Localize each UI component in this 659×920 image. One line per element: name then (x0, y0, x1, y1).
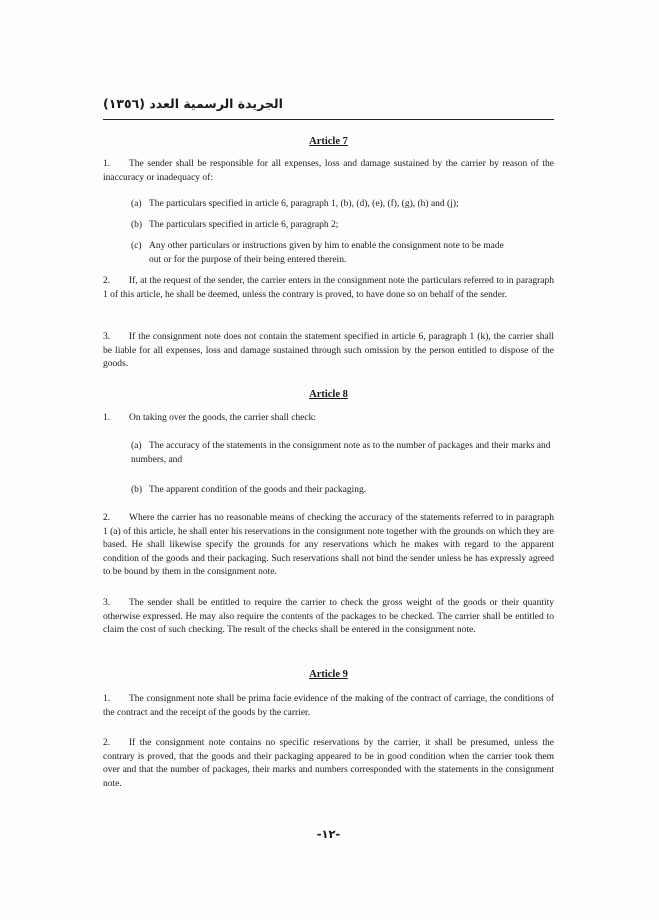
article-7-item-a (131, 198, 554, 212)
article-8-paragraph-3 (103, 597, 554, 638)
paragraph-number: 1. (103, 413, 111, 423)
item-label: (b) (131, 220, 143, 230)
article-7-heading: Article 7 (309, 136, 348, 147)
paragraph-text: The consignment note shall be prima facie evidence of the making of the contract of carriage, the conditions of the contract and the receipt of the goods by the carrier. (103, 694, 554, 718)
article-8-heading: Article 8 (309, 389, 348, 400)
article-7-paragraph-1 (103, 158, 554, 185)
paragraph-text: Where the carrier has no reasonable means of checking the accuracy of the statements referred to in paragraph 1 (a) of this article, he shall enter his reservations in the consignment note together with the grounds on which they are based. He shall likewise specify the grounds for any reservations which he makes with regard to the apparent condition of the goods and their packaging. Such reservations shall not bind the sender unless he has expressly agreed to be bound by them in the consignment note. (103, 513, 554, 578)
article-8-paragraph-1 (103, 412, 554, 426)
article-7-paragraph-2 (103, 275, 554, 302)
paragraph-text: The sender shall be entitled to require the carrier to check the gross weight of the goods or their quantity otherwise expressed. He may also require the contents of the packages to be checked. The carrier shall be entitled to claim the cost of such checking. The result of the checks shall be entered in the consignment note. (103, 598, 554, 636)
item-text: The apparent condition of the goods and their packaging. (149, 485, 367, 495)
item-text: Any other particulars or instructions given by him to enable the consignment note to be made (149, 241, 504, 251)
item-label: (a) (131, 441, 142, 451)
paragraph-text: If the consignment note contains no specific reservations by the carrier, it shall be presumed, unless the contrary is proved, that the goods and their packaging appeared to be in good condition when the carrier took them over and that the number of packages, their marks and numbers corresponded with the statements in the consignment note. (103, 738, 554, 789)
paragraph-number: 2. (103, 513, 111, 523)
article-8-item-b (131, 484, 554, 498)
article-8-paragraph-2 (103, 512, 554, 580)
item-continuation: out or for the purpose of their being entered therein. (149, 254, 347, 265)
item-text: The particulars specified in article 6, paragraph 1, (b), (d), (e), (f), (g), (h) and (j); (149, 199, 459, 209)
gazette-header-title: الجريدة الرسمية العدد (١٣٥٦) (103, 96, 283, 111)
paragraph-number: 2. (103, 738, 111, 748)
paragraph-number: 2. (103, 276, 111, 286)
item-label: (a) (131, 199, 142, 209)
item-text: The particulars specified in article 6, paragraph 2; (149, 220, 339, 230)
article-7-paragraph-3 (103, 331, 554, 372)
article-8-item-a (131, 440, 554, 467)
article-7-item-c (131, 240, 554, 267)
paragraph-number: 1. (103, 694, 111, 704)
item-text: The accuracy of the statements in the consignment note as to the number of packages and their marks and numbers, and (131, 441, 551, 465)
paragraph-text: The sender shall be responsible for all expenses, loss and damage sustained by the carrier by reason of the inaccuracy or inadequacy of: (103, 159, 554, 183)
paragraph-number: 3. (103, 332, 111, 342)
article-9-paragraph-2 (103, 737, 554, 791)
item-label: (b) (131, 485, 143, 495)
article-9-paragraph-1 (103, 693, 554, 720)
article-7-item-b (131, 219, 554, 233)
paragraph-text: If, at the request of the sender, the carrier enters in the consignment note the particulars referred to in paragraph 1 of this article, he shall be deemed, unless the contrary is proved, to have done so on behalf of the sender. (103, 276, 554, 300)
page-number: -١٢- (316, 827, 341, 841)
header-divider (103, 119, 554, 120)
paragraph-number: 3. (103, 598, 111, 608)
paragraph-text: On taking over the goods, the carrier shall check: (129, 413, 317, 423)
paragraph-text: If the consignment note does not contain the statement specified in article 6, paragraph 1 (k), the carrier shall be liable for all expenses, loss and damage sustained through such omission by the person entitled to dispose of the goods. (103, 332, 554, 370)
article-9-heading: Article 9 (309, 669, 348, 680)
item-label: (c) (131, 241, 142, 251)
paragraph-number: 1. (103, 159, 111, 169)
